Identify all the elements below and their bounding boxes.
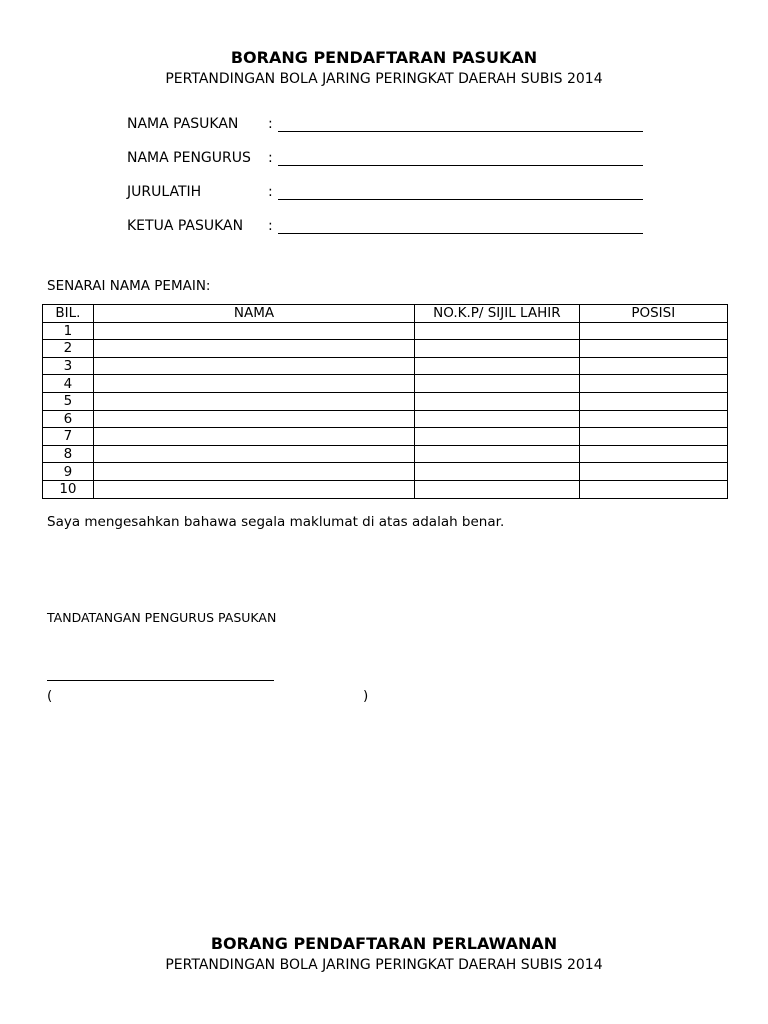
cell-posisi[interactable] <box>579 375 727 393</box>
players-section-label: SENARAI NAMA PEMAIN: <box>47 278 211 294</box>
signature-label: TANDATANGAN PENGURUS PASUKAN <box>47 610 277 625</box>
header-nama: NAMA <box>93 305 414 323</box>
row-number: 6 <box>43 410 94 428</box>
row-number: 10 <box>43 480 94 498</box>
field-label: NAMA PENGURUS <box>127 150 251 166</box>
cell-posisi[interactable] <box>579 392 727 410</box>
row-number: 8 <box>43 445 94 463</box>
table-row <box>43 463 728 481</box>
signature-line[interactable] <box>47 680 274 681</box>
cell-posisi[interactable] <box>579 357 727 375</box>
cell-posisi[interactable] <box>579 480 727 498</box>
form-title: BORANG PENDAFTARAN PASUKAN <box>230 48 538 67</box>
row-number: 4 <box>43 375 94 393</box>
field-label: KETUA PASUKAN <box>127 218 244 234</box>
cell-posisi[interactable] <box>579 428 727 446</box>
field-label: NAMA PASUKAN <box>127 116 239 132</box>
form2-subtitle: PERTANDINGAN BOLA JARING PERINGKAT DAERAH SUBIS 2014 <box>165 957 603 973</box>
cell-nama[interactable] <box>93 480 414 498</box>
row-number: 7 <box>43 428 94 446</box>
field-colon: : <box>268 184 273 200</box>
header-nokp: NO.K.P/ SIJIL LAHIR <box>415 305 579 323</box>
table-row <box>43 375 728 393</box>
confirmation-statement: Saya mengesahkan bahawa segala maklumat di atas adalah benar. <box>47 514 505 530</box>
cell-nokp[interactable] <box>415 410 579 428</box>
row-number: 5 <box>43 392 94 410</box>
cell-nama[interactable] <box>93 428 414 446</box>
form2-title: BORANG PENDAFTARAN PERLAWANAN <box>210 934 558 953</box>
field-colon: : <box>268 116 273 132</box>
cell-nokp[interactable] <box>415 392 579 410</box>
form-subtitle: PERTANDINGAN BOLA JARING PERINGKAT DAERAH SUBIS 2014 <box>165 71 603 87</box>
cell-posisi[interactable] <box>579 463 727 481</box>
cell-nokp[interactable] <box>415 375 579 393</box>
cell-posisi[interactable] <box>579 410 727 428</box>
cell-nama[interactable] <box>93 375 414 393</box>
row-number: 9 <box>43 463 94 481</box>
field-underline[interactable] <box>278 165 643 166</box>
table-row <box>43 428 728 446</box>
cell-posisi[interactable] <box>579 340 727 358</box>
cell-nokp[interactable] <box>415 322 579 340</box>
header-posisi: POSISI <box>579 305 727 323</box>
cell-nokp[interactable] <box>415 428 579 446</box>
cell-nama[interactable] <box>93 410 414 428</box>
row-number: 1 <box>43 322 94 340</box>
table-row <box>43 322 728 340</box>
field-colon: : <box>268 218 273 234</box>
field-underline[interactable] <box>278 233 643 234</box>
table-row <box>43 445 728 463</box>
cell-nokp[interactable] <box>415 445 579 463</box>
field-underline[interactable] <box>278 131 643 132</box>
cell-nama[interactable] <box>93 322 414 340</box>
field-underline[interactable] <box>278 199 643 200</box>
players-table <box>42 304 728 499</box>
cell-nama[interactable] <box>93 357 414 375</box>
cell-nama[interactable] <box>93 445 414 463</box>
name-paren-close: ) <box>363 688 369 704</box>
table-row <box>43 410 728 428</box>
header-bil: BIL. <box>43 305 94 323</box>
table-row <box>43 340 728 358</box>
table-header-row <box>43 305 728 323</box>
table-row <box>43 357 728 375</box>
cell-nokp[interactable] <box>415 463 579 481</box>
cell-nokp[interactable] <box>415 340 579 358</box>
table-row <box>43 392 728 410</box>
cell-posisi[interactable] <box>579 445 727 463</box>
cell-nokp[interactable] <box>415 480 579 498</box>
cell-nama[interactable] <box>93 340 414 358</box>
cell-posisi[interactable] <box>579 322 727 340</box>
field-label: JURULATIH <box>127 184 202 200</box>
row-number: 2 <box>43 340 94 358</box>
name-paren-open: ( <box>47 688 53 704</box>
cell-nama[interactable] <box>93 463 414 481</box>
cell-nokp[interactable] <box>415 357 579 375</box>
table-row <box>43 480 728 498</box>
field-colon: : <box>268 150 273 166</box>
row-number: 3 <box>43 357 94 375</box>
cell-nama[interactable] <box>93 392 414 410</box>
